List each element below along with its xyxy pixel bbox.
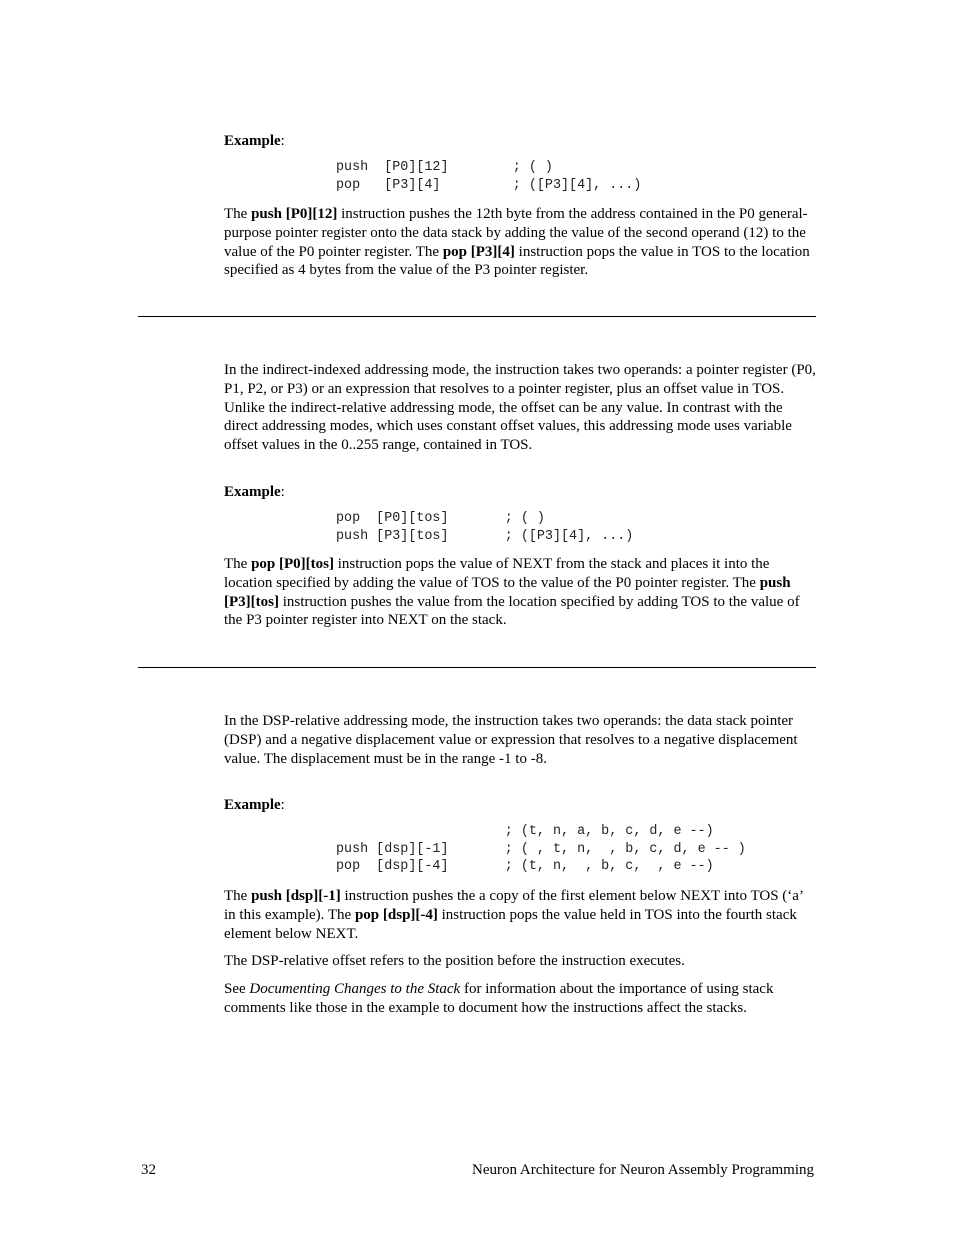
text-run: The bbox=[224, 888, 252, 904]
example-label: Example: bbox=[224, 484, 285, 500]
section-divider bbox=[138, 316, 816, 317]
text-run: The bbox=[224, 206, 252, 222]
indirect-indexed-intro: In the indirect-indexed addressing mode, the instruction takes two operands: a pointer register (P0, P1, P2, or P3) or an expression that resolves to a pointer register, plus an offset value in TOS. Unlike the indirect-relative addressing mode, the offset can be any value. In contrast with the direct addressing modes, which uses constant offset values, this addressing mode uses variable offset values in the 0..255 range, contained in TOS. bbox=[224, 362, 816, 454]
offset-note: The DSP-relative offset refers to the position before the instruction executes. bbox=[224, 953, 685, 969]
bold-term: push [dsp][-1] bbox=[251, 888, 341, 904]
code-example: push [P0][12] ; ( ) pop [P3][4] ; ([P3][4], ...) bbox=[336, 160, 642, 193]
text-run: for information about the importance of using stack comments like those in the example to document how the instructions affect the stacks. bbox=[224, 981, 774, 1016]
dsp-relative-intro: In the DSP-relative addressing mode, the instruction takes two operands: the data stack pointer (DSP) and a negative displacement value or expression that resolves to a negative displacement value. The displacement must be in the range -1 to -8. bbox=[224, 713, 798, 767]
bold-term: push [P0][12] bbox=[251, 206, 338, 222]
example-explanation bbox=[224, 887, 818, 943]
example-label: Example: bbox=[224, 797, 285, 813]
text-run: See bbox=[224, 981, 250, 997]
bold-term: pop [P0][tos] bbox=[251, 556, 334, 572]
bold-term: push [P3][tos] bbox=[224, 574, 791, 610]
text-run: instruction pushes the 12th byte from the address contained in the P0 general-purpose pointer register onto the data stack by adding the value of the second operand (12) to the value of the P0 pointer register. The bbox=[224, 206, 808, 260]
text-run: instruction pops the value in TOS to the location specified as 4 bytes from the value of the P3 pointer register. bbox=[224, 243, 810, 279]
code-example: pop [P0][tos] ; ( ) push [P3][tos] ; ([P3][4], ...) bbox=[336, 511, 634, 544]
page-number: 32 bbox=[141, 1162, 156, 1178]
see-also-paragraph bbox=[224, 980, 818, 1018]
example-explanation bbox=[224, 205, 818, 280]
text-run: instruction pops the value held in TOS into the fourth stack element below NEXT. bbox=[224, 906, 797, 942]
text-run: instruction pushes the value from the location specified by adding TOS to the value of the P3 pointer register into NEXT on the stack. bbox=[224, 593, 800, 629]
footer-title: Neuron Architecture for Neuron Assembly Programming bbox=[471, 1162, 814, 1178]
code-example: ; (t, n, a, b, c, d, e --) push [dsp][-1] ; ( , t, n, , b, c, d, e -- ) pop [dsp][-4] ; (t, n, , b, c, , e --) bbox=[336, 824, 746, 874]
doc-reference: Documenting Changes to the Stack bbox=[249, 981, 461, 997]
section-divider bbox=[138, 667, 816, 668]
example-label: Example: bbox=[224, 133, 285, 149]
bold-term: pop [P3][4] bbox=[442, 243, 515, 260]
bold-term: pop [dsp][-4] bbox=[354, 906, 438, 923]
text-run: instruction pushes the a copy of the first element below NEXT into TOS (‘a’ in this example). The bbox=[224, 888, 803, 923]
text-run: The bbox=[224, 556, 252, 572]
example-explanation bbox=[224, 555, 818, 630]
text-run: instruction pops the value of NEXT from the stack and places it into the location specified by adding the value of TOS to the value of the P0 pointer register. The bbox=[224, 556, 770, 591]
